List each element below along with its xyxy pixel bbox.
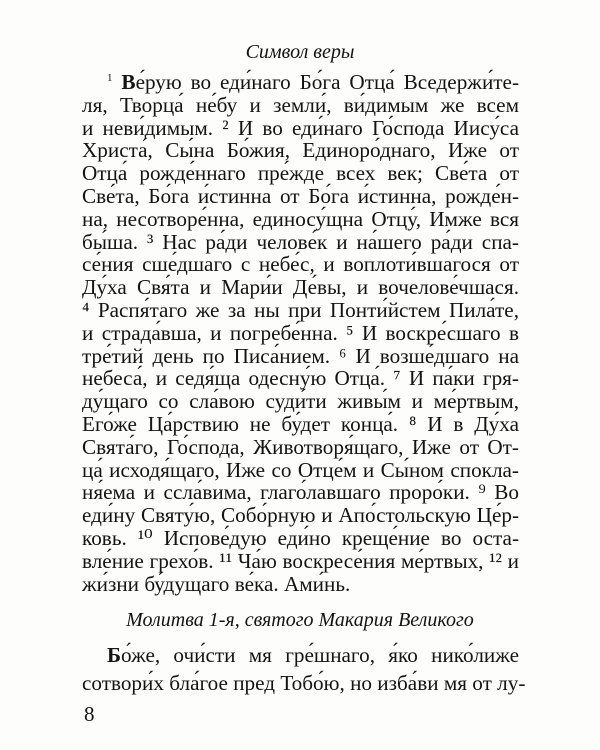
text-line: Бо́же, очи́сти мя гре́шнаго, я́ко нико́лиже (107, 643, 519, 667)
page-number: 8 (84, 702, 95, 726)
text-line: се́ния сше́дшаго с небе́с, и воплоти́вшагося от (82, 252, 519, 277)
text-line: жи́зни бу́дущаго ве́ка. Ами́нь. (82, 571, 351, 596)
text-line: сотвори́х бла́гое пред Тобо́ю, но изба́ви мя от лу- (82, 671, 526, 695)
text-line: Свята́го, Го́спода, Животворя́щаго, Иже от От- (82, 434, 519, 459)
text-line: ня́ема и ссла́вима, глаго́лавшаго проро́ки. ⁹ Во (82, 480, 519, 505)
text-line: тре́тий день по Писа́нием. ⁶ И возше́дшаго на (82, 343, 519, 368)
initial-letter: В (121, 70, 136, 94)
text-line: Христа́, Сы́на Бо́жия, Единоро́днаго, Иже от (82, 138, 519, 163)
text-line: вле́ние грехо́в. ¹¹ Ча́ю воскресе́ния ме́ртвых, ¹² и (82, 548, 519, 573)
text-line: бы́ша. ³ Нас ра́ди челове́к и на́шего ра́ди спа- (82, 229, 519, 254)
text-line: и страда́вша, и погребе́нна. ⁵ И воскре́сшаго в (82, 320, 519, 345)
text-line: ля, Творца́ не́бу и земли́, ви́димым же всем (82, 92, 519, 117)
text-line: Ду́ха Свя́та и Мари́и Де́вы, и вочелове́чшася. (82, 275, 519, 300)
prayer-title: Молитва 1-я, святого Макария Великого (126, 609, 474, 631)
text-line: еди́ну Святу́ю, Собо́рную и Апо́стольскую Це́р- (82, 503, 519, 528)
text-line: и неви́димым. ² И во еди́наго Го́спода Иису́са (82, 115, 519, 140)
text-line: ду́щаго со сла́вою суди́ти живы́м и ме́ртвым, (82, 389, 519, 414)
text-line: $^1$ Ве́рую во еди́наго Бо́га Отца́ Вседержи́те- (107, 70, 520, 94)
text-line: небеса́, и седя́ща одесну́ю Отца́. ⁷ И па́ки гря- (82, 366, 519, 391)
text-line: на, несотворе́нна, единосу́щна Отцу́, Имже вся (82, 206, 519, 231)
text-line: ца́ исходя́щаго, Иже со Отце́м и Сы́ном спокла- (82, 457, 519, 482)
text-line: ковь. ¹⁰ Испове́дую еди́но креще́ние во оста- (82, 526, 519, 550)
text-line: Све́та, Бо́га и́стинна от Бо́га и́стинна, рожде́н- (82, 184, 519, 208)
initial-letter: Б (107, 643, 122, 667)
text-line: Его́же Ца́рствию не бу́дет конца́. ⁸ И в Ду́ха (82, 412, 519, 436)
text-line: Отца́ рожде́ннаго пре́жде всех век; Све́та от (82, 161, 519, 186)
creed-title: Символ веры (245, 41, 355, 63)
verse-number: 1 (107, 72, 113, 84)
text-line: ⁴ Распя́таго же за ны при Понти́йстем Пила́те, (82, 298, 519, 322)
